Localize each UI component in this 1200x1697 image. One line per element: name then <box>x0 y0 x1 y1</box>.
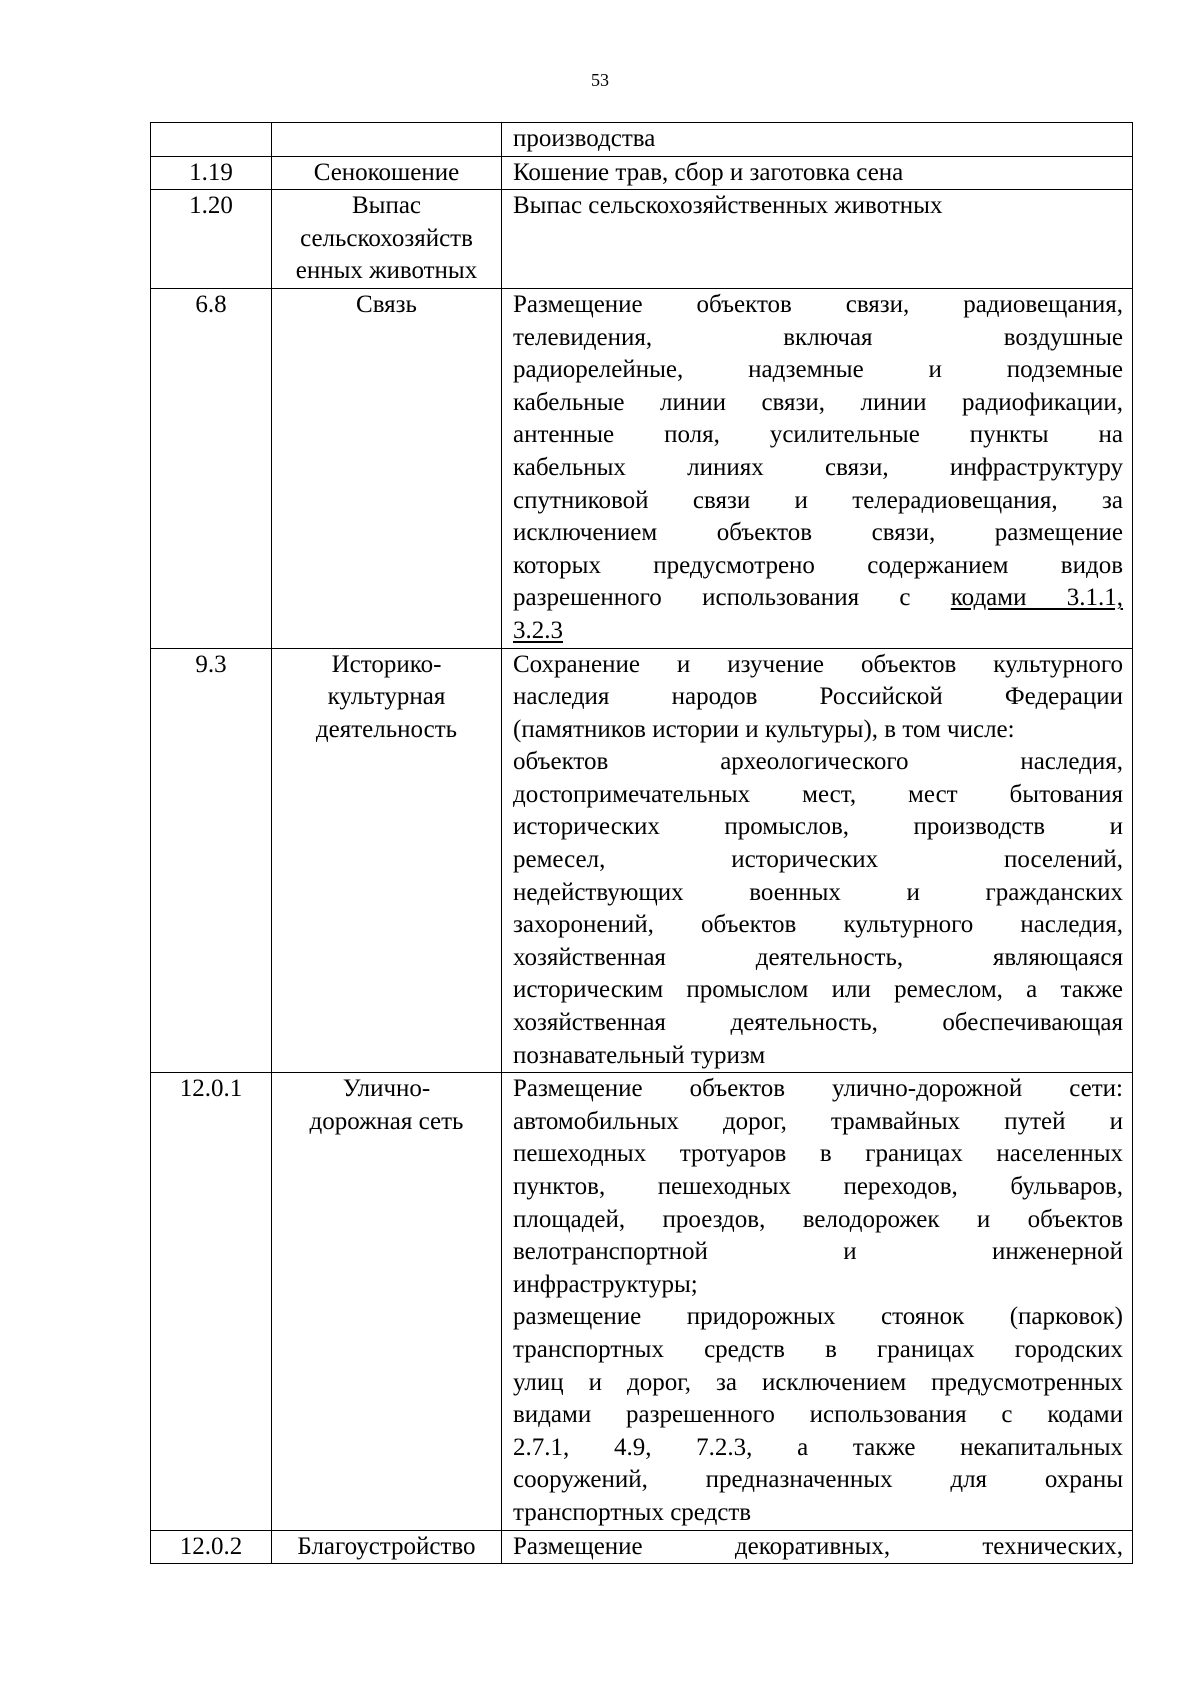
description-line <box>513 1301 1123 1334</box>
description-line <box>513 1236 1123 1269</box>
description-text: Размещение объектов улично-дорожной сети: <box>513 1075 1123 1103</box>
description-text: сооружений, предназначенных для охраны <box>513 1466 1123 1494</box>
name-cell <box>272 288 502 648</box>
table-row <box>151 156 1133 190</box>
code-cell <box>151 123 272 157</box>
description-cell <box>502 123 1133 157</box>
description-text: Сохранение и изучение объектов культурного <box>513 650 1123 678</box>
description-text: пунктов, пешеходных переходов, бульваров, <box>513 1173 1123 1200</box>
description-cell <box>502 1073 1133 1530</box>
description-line <box>513 1204 1123 1237</box>
description-text: Кошение трав, сбор и заготовка сена <box>513 158 904 186</box>
description-text: пешеходных тротуаров в границах населенных <box>513 1140 1123 1168</box>
description-text: Выпас сельскохозяйственных животных <box>513 192 943 220</box>
description-text: объектов археологического наследия, <box>513 748 1123 776</box>
description-line <box>513 289 1123 322</box>
description-line <box>513 1399 1123 1432</box>
description-text: площадей, проездов, велодорожек и объектов <box>513 1205 1123 1233</box>
description-line <box>513 615 1123 648</box>
description-line <box>513 550 1123 583</box>
description-line <box>513 942 1123 975</box>
description-text: Размещение объектов связи, радиовещания, <box>513 290 1123 318</box>
description-text: автомобильных дорог, трамвайных путей и <box>513 1107 1123 1135</box>
description-cell <box>502 288 1133 648</box>
name-line: енных животных <box>295 257 478 285</box>
code-cell: 12.0.1 <box>151 1073 272 1530</box>
description-line <box>513 1040 1123 1073</box>
description-text: ремесел, исторических поселений, <box>513 846 1123 874</box>
description-line <box>513 1073 1123 1106</box>
code-reference-link[interactable]: 3.2.3 <box>513 616 563 644</box>
table-row <box>151 648 1133 1073</box>
code-cell: 9.3 <box>151 648 272 1073</box>
description-line <box>513 1106 1123 1139</box>
description-text: производства <box>513 125 656 152</box>
description-text: радиорелейные, надземные и подземные <box>513 356 1123 384</box>
description-line <box>513 517 1123 550</box>
description-line <box>513 1007 1123 1040</box>
description-line <box>513 419 1123 452</box>
name-line: сельскохозяйств <box>300 224 473 252</box>
description-line <box>513 779 1123 812</box>
description-text: историческим промыслом или ремеслом, а также <box>513 976 1123 1004</box>
description-line <box>513 714 1123 747</box>
description-text: улиц и дорог, за исключением предусмотренных <box>513 1368 1123 1396</box>
description-text: хозяйственная деятельность, обеспечивающая <box>513 1009 1123 1037</box>
description-text: наследия народов Российской Федерации <box>513 683 1123 711</box>
description-line <box>513 974 1123 1007</box>
description-line <box>513 354 1123 387</box>
description-line <box>513 844 1123 877</box>
description-line <box>513 1171 1123 1204</box>
description-line <box>513 1531 1123 1564</box>
description-line <box>513 1269 1123 1302</box>
description-text: транспортных средств <box>513 1498 752 1526</box>
name-cell <box>272 648 502 1073</box>
description-text: антенные поля, усилительные пункты на <box>513 421 1123 449</box>
description-line <box>513 582 1123 615</box>
description-text: достопримечательных мест, мест бытования <box>513 780 1123 808</box>
description-text: видами разрешенного использования с кодами <box>513 1401 1123 1429</box>
description-line <box>513 452 1123 485</box>
name-line: Связь <box>356 290 417 318</box>
code-reference-link[interactable]: кодами 3.1.1, <box>950 584 1124 612</box>
description-cell <box>502 156 1133 190</box>
description-text: разрешенного использования с <box>513 584 911 612</box>
description-line <box>513 485 1123 518</box>
description-line <box>513 322 1123 355</box>
description-cell <box>502 190 1133 289</box>
description-line <box>513 1138 1123 1171</box>
description-line <box>513 1432 1123 1465</box>
description-line <box>513 1464 1123 1497</box>
description-line <box>513 1334 1123 1367</box>
page-number: 53 <box>591 70 609 90</box>
name-cell <box>272 190 502 289</box>
code-cell: 12.0.2 <box>151 1530 272 1564</box>
description-text: (памятников истории и культуры), в том числе: <box>513 715 1015 743</box>
description-text: захоронений, объектов культурного наследия, <box>513 911 1123 939</box>
name-line: Историко- <box>331 650 442 678</box>
description-line <box>513 746 1123 779</box>
code-cell: 1.19 <box>151 156 272 190</box>
description-line <box>513 909 1123 942</box>
description-text: спутниковой связи и телерадиовещания, за <box>513 486 1123 514</box>
name-cell <box>272 1073 502 1530</box>
description-line <box>513 649 1123 682</box>
description-line <box>513 1367 1123 1400</box>
table-row <box>151 1530 1133 1564</box>
description-text: велотранспортной и инженерной <box>513 1238 1123 1266</box>
table-row <box>151 123 1133 157</box>
description-text: размещение придорожных стоянок (парковок) <box>513 1303 1123 1331</box>
description-line <box>513 190 1123 223</box>
name-line: дорожная сеть <box>309 1107 464 1135</box>
name-line: деятельность <box>315 715 458 743</box>
name-line: Выпас <box>351 192 422 220</box>
description-line <box>513 157 1123 190</box>
description-line <box>513 877 1123 910</box>
description-line <box>513 1497 1123 1530</box>
description-cell <box>502 1530 1133 1564</box>
description-line <box>513 387 1123 420</box>
table-body <box>151 123 1133 1564</box>
name-cell <box>272 1530 502 1564</box>
table-row <box>151 288 1133 648</box>
description-text: телевидения, включая воздушные <box>513 323 1123 351</box>
description-text: недействующих военных и гражданских <box>513 878 1123 906</box>
description-line <box>513 681 1123 714</box>
description-text: кабельных линиях связи, инфраструктуру <box>513 453 1123 481</box>
name-line: Сенокошение <box>313 158 460 186</box>
description-text: транспортных средств в границах городских <box>513 1335 1123 1363</box>
code-cell: 6.8 <box>151 288 272 648</box>
description-text: кабельные линии связи, линии радиофикации, <box>513 388 1123 416</box>
table-row <box>151 1073 1133 1530</box>
description-line <box>513 811 1123 844</box>
name-line: Улично- <box>342 1075 431 1103</box>
name-cell <box>272 156 502 190</box>
code-cell: 1.20 <box>151 190 272 289</box>
description-text: Размещение декоративных, технических, <box>513 1532 1123 1560</box>
name-line: культурная <box>327 683 446 711</box>
description-text: исключением объектов связи, размещение <box>513 519 1123 547</box>
description-text: исторических промыслов, производств и <box>513 813 1123 841</box>
name-line: Благоустройство <box>297 1532 476 1560</box>
land-use-table <box>150 122 1133 1564</box>
description-line <box>513 123 1123 156</box>
description-text: 2.7.1, 4.9, 7.2.3, а также некапитальных <box>513 1433 1123 1461</box>
description-cell <box>502 648 1133 1073</box>
description-text: познавательный туризм <box>513 1041 766 1069</box>
description-text: которых предусмотрено содержанием видов <box>513 551 1123 579</box>
description-text: инфраструктуры; <box>513 1270 698 1298</box>
table-row <box>151 190 1133 289</box>
description-text: хозяйственная деятельность, являющаяся <box>513 943 1123 971</box>
name-cell <box>272 123 502 157</box>
